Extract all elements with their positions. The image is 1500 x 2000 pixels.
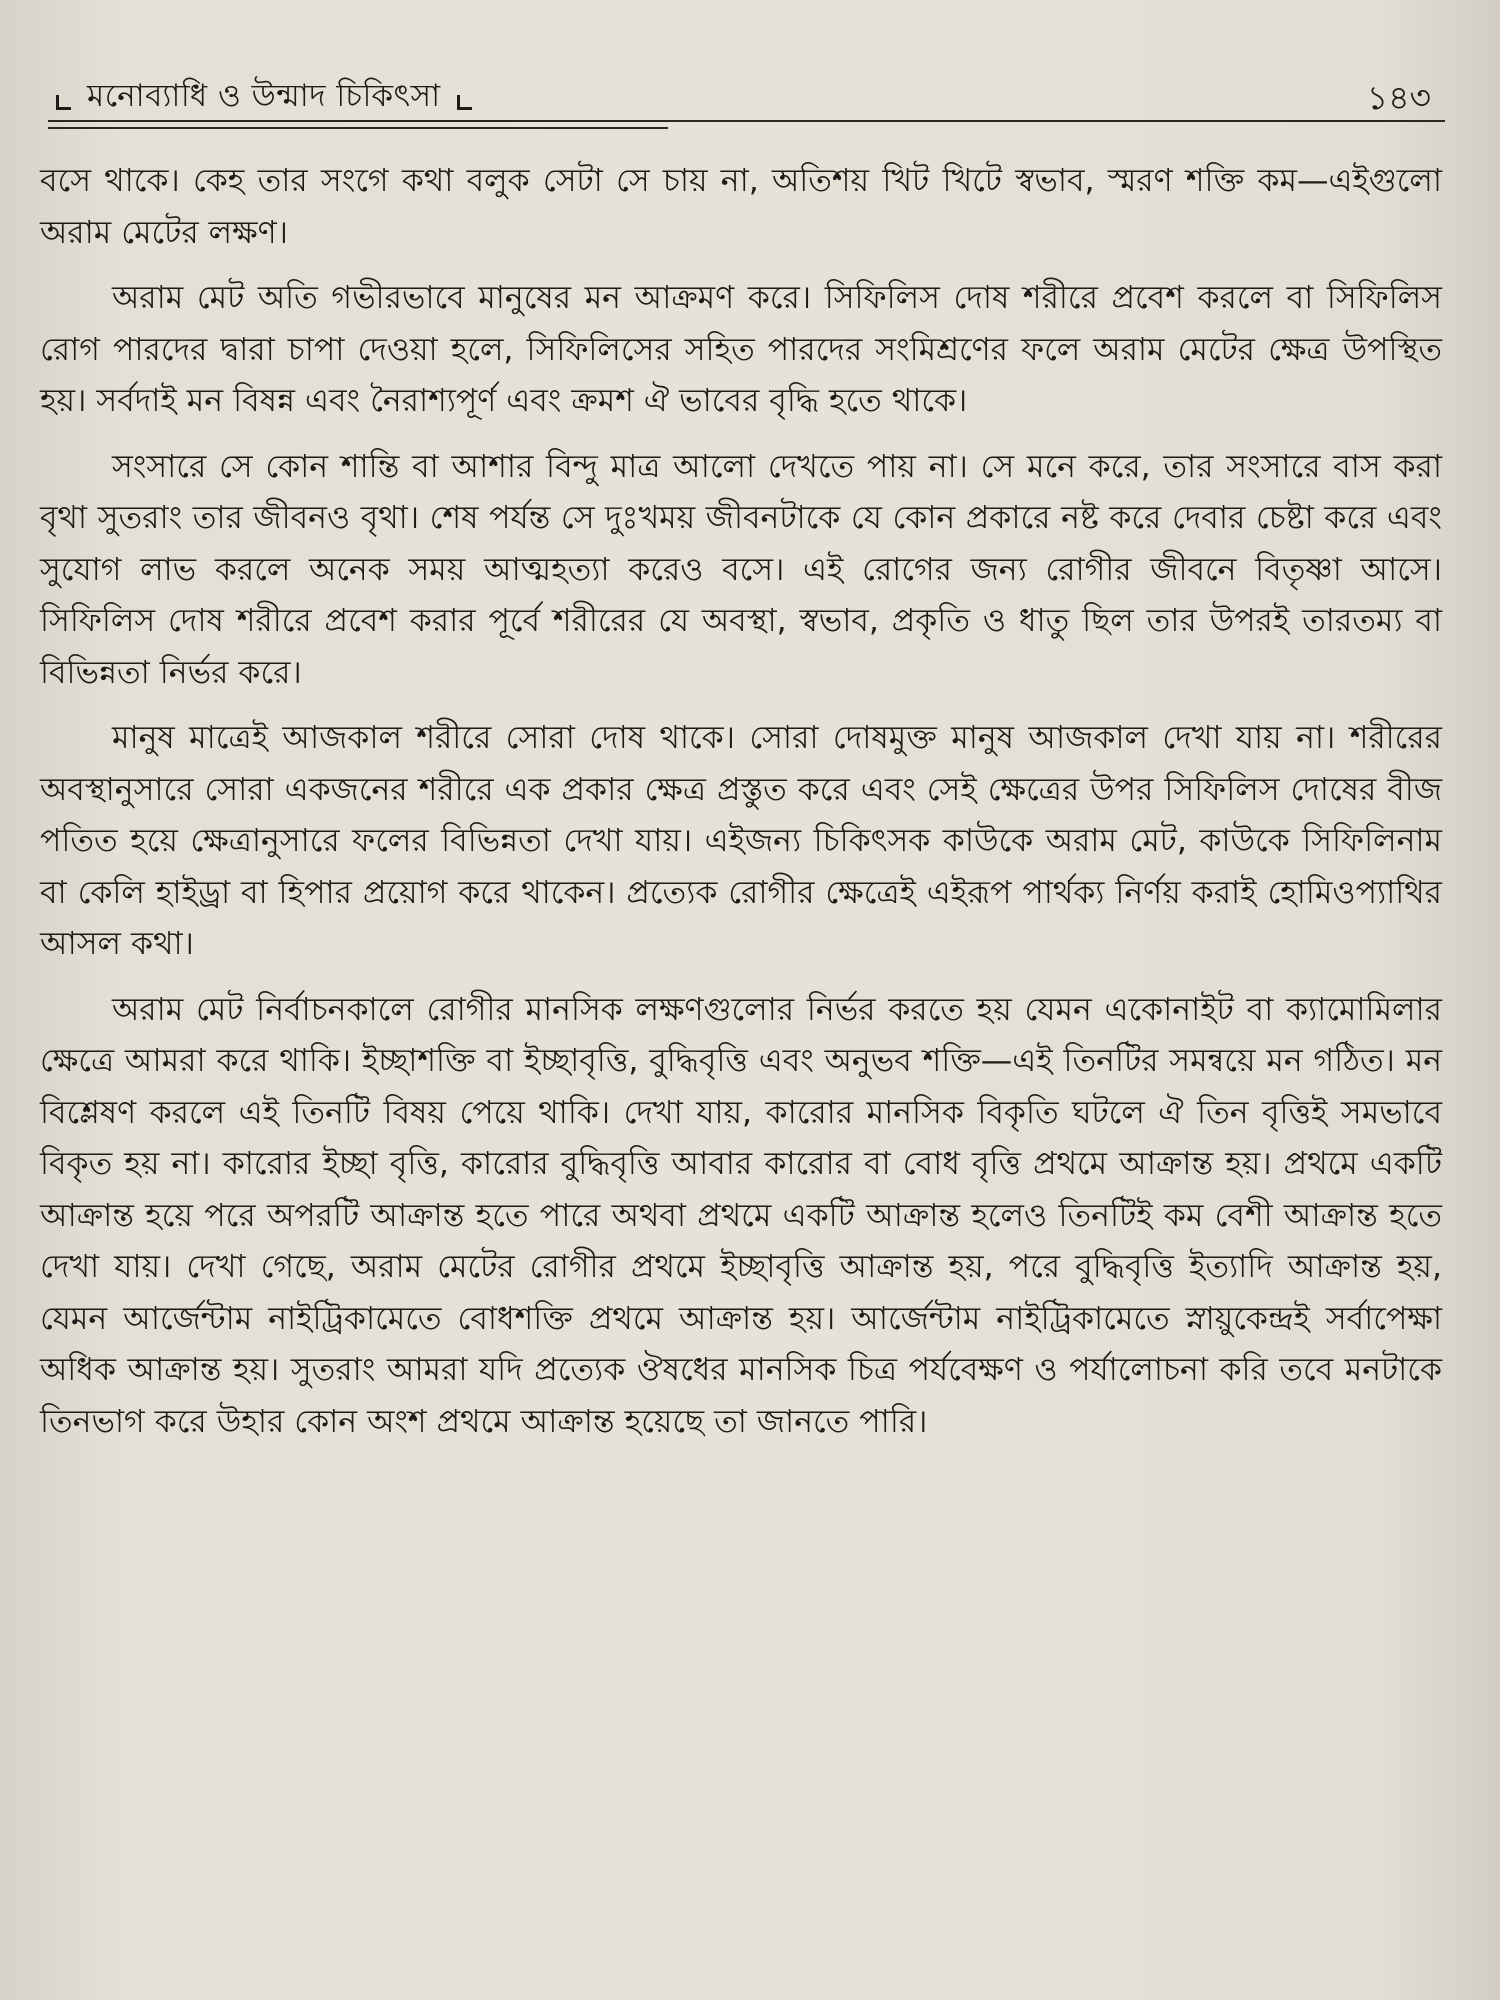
running-head: [40, 72, 488, 124]
body-text: [40, 156, 1442, 1462]
paragraph: সংসারে সে কোন শান্তি বা আশার বিন্দু মাত্র আলো দেখতে পায় না। সে মনে করে, তার সংসারে বাস করা বৃথা সুতরাং তার জীবনও বৃথা। শেষ পর্যন্ত সে দুঃখময় জীবনটাকে যে কোন প্রকারে নষ্ট করে দেবার চেষ্টা করে এবং সুযোগ লাভ করলে অনেক সময় আত্মহত্যা করেও বসে। এই রোগের জন্য রোগীর জীবনে বিতৃষ্ণা আসে। সিফিলিস দোষ শরীরে প্রবেশ করার পূর্বে শরীরের যে অবস্থা, স্বভাব, প্রকৃতি ও ধাতু ছিল তার উপরই তারতম্য বা বিভিন্নতা নির্ভর করে।: [40, 448, 1442, 691]
corner-mark-icon: [457, 95, 472, 110]
corner-mark-icon: [56, 95, 71, 110]
paragraph: অরাম মেট অতি গভীরভাবে মানুষের মন আক্রমণ করে। সিফিলিস দোষ শরীরে প্রবেশ করলে বা সিফিলিস রোগ পারদের দ্বারা চাপা দেওয়া হলে, সিফিলিসের সহিত পারদের সংমিশ্রণের ফলে অরাম মেটের ক্ষেত্র উপস্থিত হয়। সর্বদাই মন বিষন্ন এবং নৈরাশ্যপূর্ণ এবং ক্রমশ ঐ ভাবের বৃদ্ধি হতে থাকে।: [40, 280, 1442, 419]
page-header: [40, 64, 1445, 134]
running-title: মনোব্যাধি ও উন্মাদ চিকিৎসা: [87, 78, 441, 114]
header-rule: [48, 120, 1445, 122]
paragraph: অরাম মেট নির্বাচনকালে রোগীর মানসিক লক্ষণগুলোর নির্ভর করতে হয় যেমন একোনাইট বা ক্যামোমিলার ক্ষেত্রে আমরা করে থাকি। ইচ্ছাশক্তি বা ইচ্ছাবৃত্তি, বুদ্ধিবৃত্তি এবং অনুভব শক্তি—এই তিনটির সমন্বয়ে মন গঠিত। মন বিশ্লেষণ করলে এই তিনটি বিষয় পেয়ে থাকি। দেখা যায়, কারোর মানসিক বিকৃতি ঘটলে ঐ তিন বৃত্তিই সমভাবে বিকৃত হয় না। কারোর ইচ্ছা বৃত্তি, কারোর বুদ্ধিবৃত্তি আবার কারোর বা বোধ বৃত্তি প্রথমে আক্রান্ত হয়। প্রথমে একটি আক্রান্ত হয়ে পরে অপরটি আক্রান্ত হতে পারে অথবা প্রথমে একটি আক্রান্ত হলেও তিনটিই কম বেশী আক্রান্ত হতে দেখা যায়। দেখা গেছে, অরাম মেটের রোগীর প্রথমে ইচ্ছাবৃত্তি আক্রান্ত হয়, পরে বুদ্ধিবৃত্তি ইত্যাদি আক্রান্ত হয়, যেমন আর্জেন্টাম নাইট্রিকামেতে বোধশক্তি প্রথমে আক্রান্ত হয়। আর্জেন্টাম নাইট্রিকামেতে স্নায়ুকেন্দ্রই সর্বাপেক্ষা অধিক আক্রান্ত হয়। সুতরাং আমরা যদি প্রত্যেক ঔষধের মানসিক চিত্র পর্যবেক্ষণ ও পর্যালোচনা করি তবে মনটাকে তিনভাগ করে উহার কোন অংশ প্রথমে আক্রান্ত হয়েছে তা জানতে পারি।: [40, 991, 1442, 1440]
header-underline: [48, 127, 668, 129]
page-number: ১৪৩: [1366, 78, 1431, 117]
paragraph: মানুষ মাত্রেই আজকাল শরীরে সোরা দোষ থাকে। সোরা দোষমুক্ত মানুষ আজকাল দেখা যায় না। শরীরের অবস্থানুসারে সোরা একজনের শরীরে এক প্রকার ক্ষেত্র প্রস্তুত করে এবং সেই ক্ষেত্রের উপর সিফিলিস দোষের বীজ পতিত হয়ে ক্ষেত্রানুসারে ফলের বিভিন্নতা দেখা যায়। এইজন্য চিকিৎসক কাউকে অরাম মেট, কাউকে সিফিলিনাম বা কেলি হাইড্রা বা হিপার প্রয়োগ করে থাকেন। প্রত্যেক রোগীর ক্ষেত্রেই এইরূপ পার্থক্য নির্ণয় করাই হোমিওপ্যাথির আসল কথা।: [40, 720, 1442, 962]
paragraph: বসে থাকে। কেহ তার সংগে কথা বলুক সেটা সে চায় না, অতিশয় খিট খিটে স্বভাব, স্মরণ শক্তি কম—এইগুলো অরাম মেটের লক্ষণ।: [40, 163, 1442, 251]
